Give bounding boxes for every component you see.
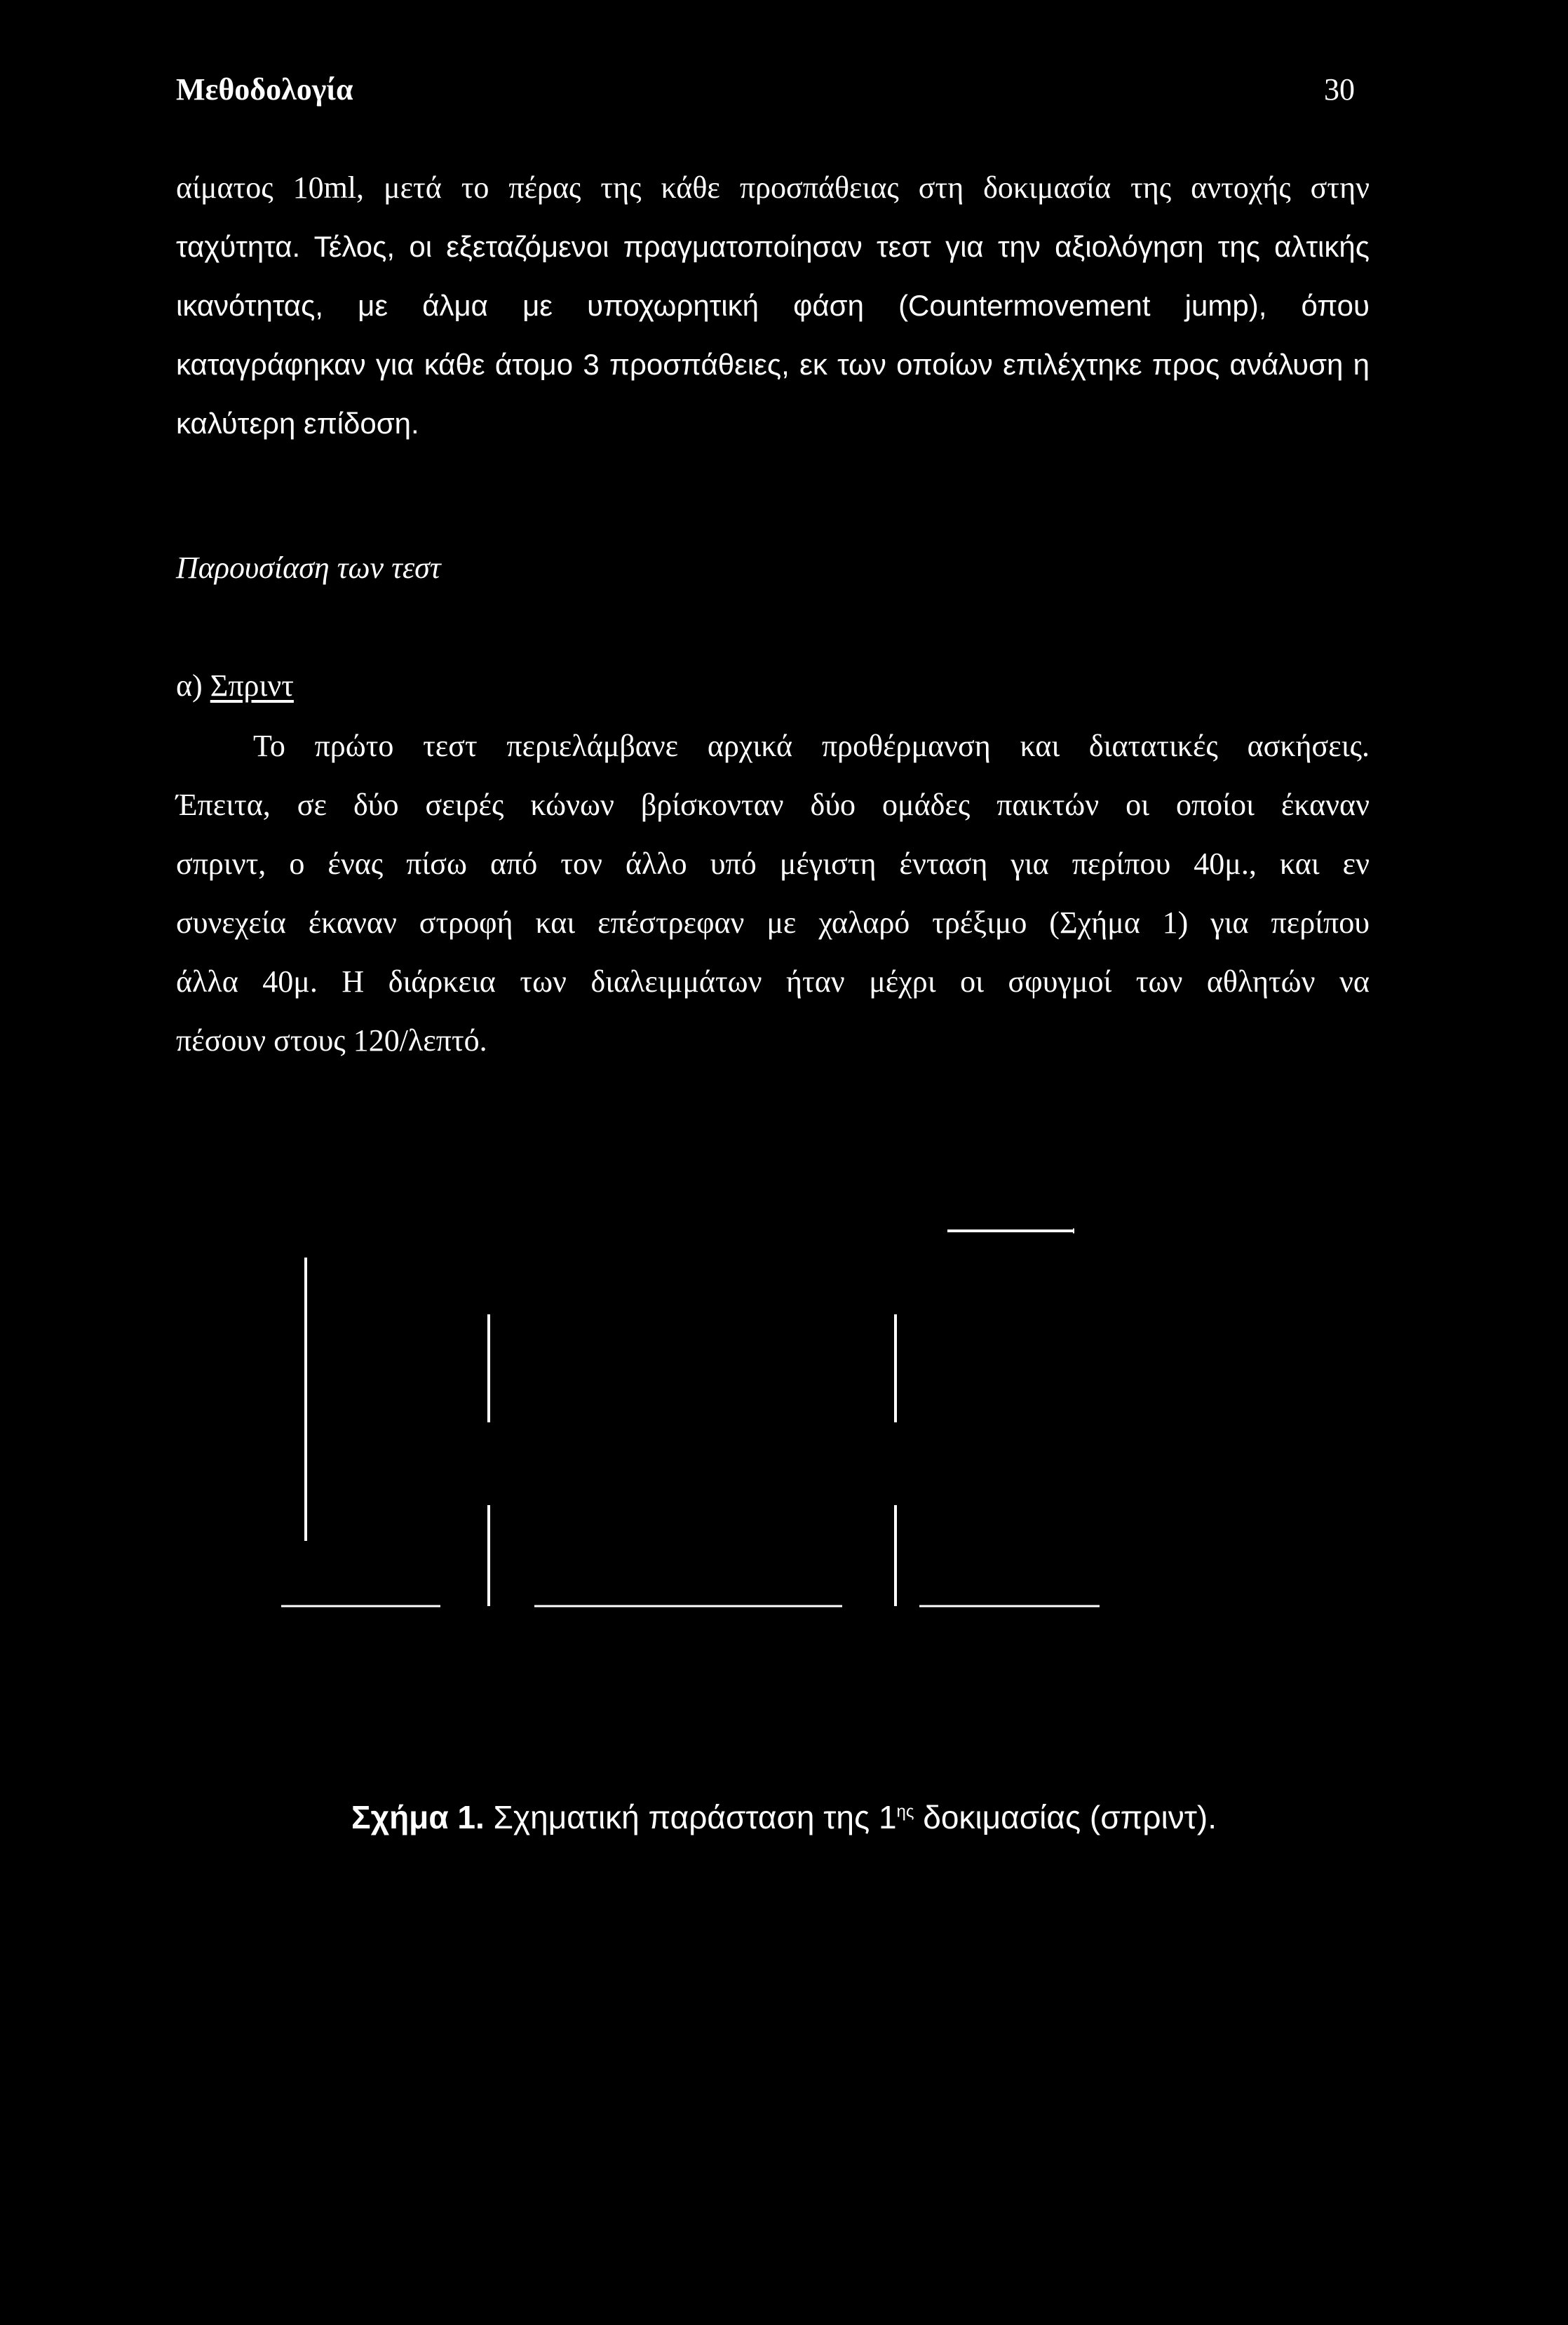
paragraph-line: Το πρώτο τεστ περιελάμβανε αρχικά προθέρμανση και διατατικές ασκήσεις. [253, 729, 1370, 763]
running-header-title: Μεθοδολογία [176, 72, 353, 107]
subsection-title: Σπριντ [210, 668, 294, 703]
section-heading: Παρουσίαση των τεστ [176, 551, 441, 585]
paragraph-line: συνεχεία έκαναν στροφή και επέστρεφαν με χαλαρό τρέξιμο (Σχήμα 1) για περίπου [176, 905, 1370, 940]
paragraph-line: καταγράφηκαν για κάθε άτομο 3 προσπάθειες, εκ των οποίων επιλέχτηκε προς ανάλυση η [176, 348, 1370, 381]
figure-caption-text: Σχηματική παράσταση της 1 [484, 1799, 897, 1835]
page-number: 30 [1324, 72, 1355, 107]
figure-label: Σχήμα 1. [351, 1799, 485, 1835]
figure-caption-text-end: δοκιμασίας (σπριντ). [914, 1799, 1217, 1835]
paragraph-line: Έπειτα, σε δύο σειρές κώνων βρίσκονταν δύο ομάδες παικτών οι οποίοι έκαναν [176, 788, 1370, 822]
paragraph-line: σπριντ, ο ένας πίσω από τον άλλο υπό μέγιστη ένταση για περίπου 40μ., και εν [176, 847, 1370, 881]
paragraph-line: ταχύτητα. Τέλος, οι εξεταζόμενοι πραγματοποίησαν τεστ για την αξιολόγηση της αλτικής [176, 230, 1370, 263]
figure-caption [0, 1793, 1568, 1842]
subsection-prefix: α) [176, 668, 210, 703]
figure-caption-superscript: ης [896, 1802, 914, 1821]
paragraph-line: άλλα 40μ. Η διάρκεια των διαλειμμάτων ήταν μέχρι οι σφυγμοί των αθλητών να [176, 964, 1370, 999]
paragraph-line: καλύτερη επίδοση. [176, 407, 419, 440]
paragraph-line: πέσουν στους 120/λεπτό. [176, 1023, 487, 1058]
paragraph-line: αίματος 10ml, μετά το πέρας της κάθε προσπάθειας στη δοκιμασία της αντοχής στην [176, 170, 1370, 205]
paragraph-line: ικανότητας, με άλμα με υποχωρητική φάση (Countermovement jump), όπου [176, 289, 1370, 322]
